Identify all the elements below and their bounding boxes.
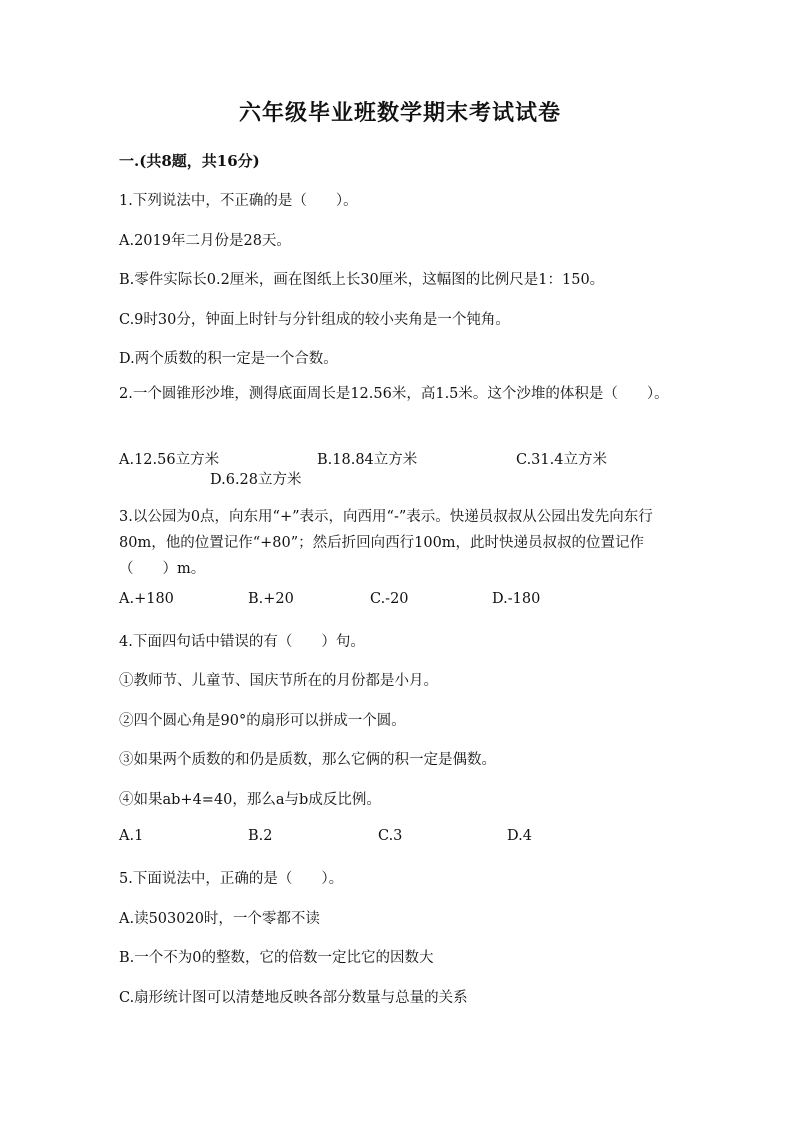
question-2-option-d: D.6.28立方米 — [210, 472, 302, 488]
question-1-stem: 1.下列说法中，不正确的是（ ）。 — [119, 193, 358, 209]
question-4-option-d: D.4 — [507, 828, 532, 844]
page-title: 六年级毕业班数学期末考试试卷 — [238, 100, 561, 126]
question-3-option-b: B.+20 — [248, 591, 294, 607]
question-2-option-b: B.18.84立方米 — [317, 452, 418, 468]
question-2-option-a: A.12.56立方米 — [119, 452, 220, 468]
question-4-statement-1: ①教师节、儿童节、国庆节所在的月份都是小月。 — [119, 673, 438, 689]
question-1-option-c: C.9时30分，钟面上时针与分针组成的较小夹角是一个钝角。 — [119, 312, 510, 328]
question-2-option-c: C.31.4立方米 — [516, 452, 607, 468]
question-3-stem: 3.以公园为0点，向东用“+”表示，向西用“-”表示。快递员叔叔从公园出发先向东行80m，他的位置记作“+80”；然后折回向西行100m，此时快递员叔叔的位置记作（ ）m。 — [119, 509, 653, 577]
question-4-option-a: A.1 — [119, 828, 144, 844]
question-5-stem: 5.下面说法中，正确的是（ ）。 — [119, 871, 344, 887]
question-5-option-a: A.读503020时，一个零都不读 — [119, 911, 320, 927]
question-4-option-c: C.3 — [378, 828, 403, 844]
question-4-option-b: B.2 — [248, 828, 273, 844]
question-1-option-b: B.零件实际长0.2厘米，画在图纸上长30厘米，这幅图的比例尺是1：150。 — [119, 272, 605, 288]
section-heading: 一.(共8题，共16分) — [119, 152, 260, 170]
question-4-statement-3: ③如果两个质数的和仍是质数，那么它俩的积一定是偶数。 — [119, 752, 496, 768]
question-3-option-a: A.+180 — [119, 591, 174, 607]
question-1-option-d: D.两个质数的积一定是一个合数。 — [119, 351, 338, 367]
question-4-stem: 4.下面四句话中错误的有（ ）句。 — [119, 634, 365, 650]
question-1-option-a: A.2019年二月份是28天。 — [119, 233, 291, 249]
question-5-option-c: C.扇形统计图可以清楚地反映各部分数量与总量的关系 — [119, 990, 468, 1006]
question-4-statement-4: ④如果ab+4=40，那么a与b成反比例。 — [119, 792, 381, 808]
question-2-stem: 2.一个圆锥形沙堆，测得底面周长是12.56米，高1.5米。这个沙堆的体积是（ ）。 — [119, 386, 669, 402]
question-5-option-b: B.一个不为0的整数，它的倍数一定比它的因数大 — [119, 950, 434, 966]
question-4-statement-2: ②四个圆心角是90°的扇形可以拼成一个圆。 — [119, 713, 406, 729]
question-3-option-c: C.-20 — [370, 591, 409, 607]
question-3-option-d: D.-180 — [492, 591, 541, 607]
